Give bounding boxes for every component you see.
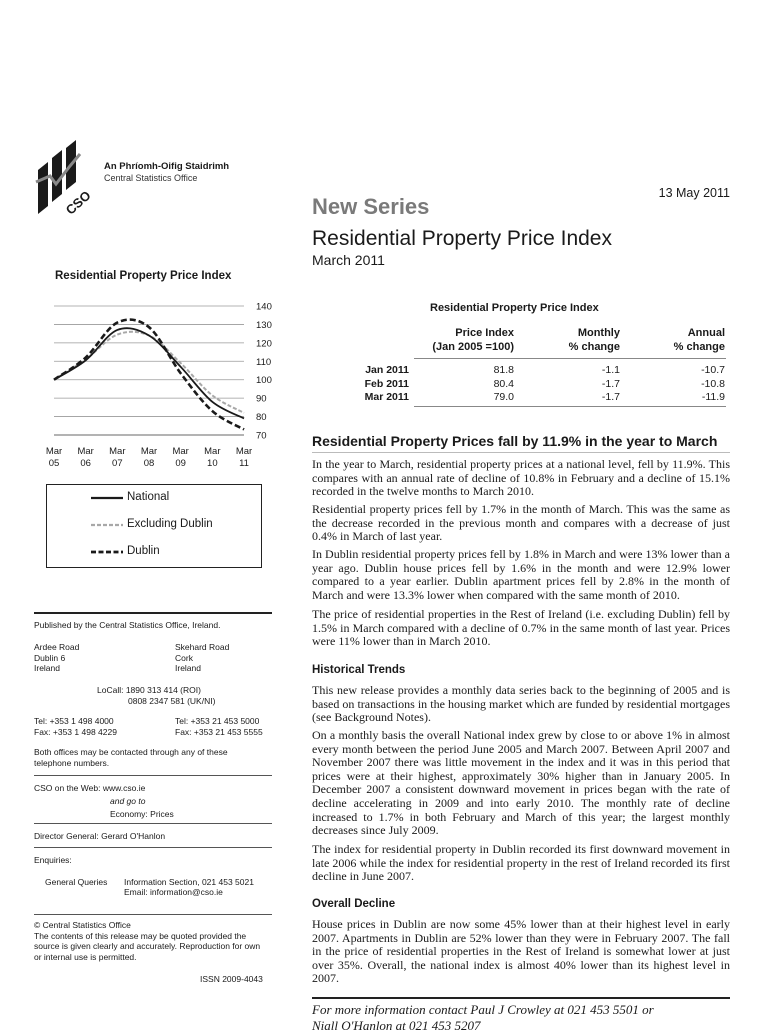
headline: Residential Property Prices fall by 11.9% in the year to March [312, 433, 718, 449]
footer-rule [312, 997, 730, 999]
paragraph-national-trend: On a monthly basis the overall National index grew by close to or above 1% in almost every month between the period June 2005 and March 2007. Between April 2007 and November 2007 there was little movement in the index and it was in this period that prices were at their highest, approximately 30% higher than in January 2005. In December 2007 a consistent downward movement in prices began with the rate of decline accelerating in 2009 and into early 2010. The monthly rate of decline increased to 1.7% in both February and March of this year; the largest monthly decreases since July 2009. [312, 728, 730, 838]
fax-cork: Fax: +353 21 453 5555 [175, 727, 263, 737]
tel-cork: Tel: +353 21 453 5000 [175, 716, 260, 726]
divider [34, 612, 272, 614]
legend-item-excluding-dublin [47, 517, 261, 535]
legend-label: Excluding Dublin [127, 518, 213, 530]
series-label: New Series [312, 194, 430, 219]
paragraph-new-release: This new release provides a monthly data series back to the beginning of 2005 and is based on transactions in the housing market which are funded by residential mortgages (see Background Notes). [312, 683, 730, 725]
col-header-monthly: Monthly % change [568, 327, 620, 353]
y-tick-label: 70 [256, 430, 267, 442]
chart-legend [46, 484, 262, 568]
locall-uk: 0808 2347 581 (UK/NI) [128, 696, 216, 706]
general-queries-label: General Queries [45, 877, 108, 887]
address-cork: Skehard Road Cork Ireland [175, 642, 230, 673]
heading-historical-trends: Historical Trends [312, 664, 406, 676]
divider [34, 823, 272, 824]
director-general: Director General: Gerard O'Hanlon [34, 831, 166, 841]
paragraph-annual: In the year to March, residential property prices at a national level, fell by 11.9%. This compares with an annual rate of decline of 10.8% in February and a decline of 15.1% recorded in the twelve months to March 2010. [312, 457, 730, 499]
divider [34, 914, 272, 915]
y-tick-label: 90 [256, 393, 267, 405]
x-tick-label: 06 [80, 458, 91, 469]
x-tick-label: 07 [112, 458, 123, 469]
legend-label: National [127, 491, 170, 503]
y-tick-label: 80 [256, 412, 267, 424]
y-tick-label: 130 [256, 319, 272, 331]
address-dublin: Ardee Road Dublin 6 Ireland [34, 642, 80, 673]
published-by: Published by the Central Statistics Office, Ireland. [34, 620, 221, 630]
issn: ISSN 2009-4043 [200, 974, 263, 984]
cso-logo [34, 136, 98, 218]
economy-path: Economy: Prices [110, 809, 174, 819]
paragraph-dublin: In Dublin residential property prices fell by 1.8% in March and were 13% lower than a year ago. Dublin house prices fell by 1.6% in the month and were 12.9% lower compared to a year earlier. Dublin apartment prices fell by 2.8% in the month of March and were 13.3% lower when compared with the same month of 2010. [312, 547, 730, 602]
legend-label: Dublin [127, 545, 160, 557]
divider [34, 847, 272, 848]
copyright-notice: © Central Statistics Office The contents of this release may be quoted provided the source is given clearly and accurately. Reproduction for own or internal use is permitted. [34, 920, 261, 962]
goto-text: and go to [110, 796, 146, 806]
series-line-excluding-dublin [54, 332, 244, 413]
x-tick-label: Mar [235, 446, 253, 457]
org-name-irish: An Phríomh-Oifig Staidrimh [104, 161, 230, 172]
web-link[interactable]: CSO on the Web: www.cso.ie [34, 783, 146, 793]
contact-note: Both offices may be contacted through any of these telephone numbers. [34, 747, 228, 768]
info-email[interactable]: Email: information@cso.ie [124, 887, 223, 897]
tel-dublin: Tel: +353 1 498 4000 [34, 716, 114, 726]
release-date: 13 May 2011 [658, 186, 730, 200]
logo-text: CSO [62, 187, 94, 218]
col-header-price-index: Price Index (Jan 2005 =100) [432, 327, 514, 353]
paragraph-overall-decline: House prices in Dublin are now some 45% lower than at their highest level in early 2007. Apartments in Dublin are 52% lower than they were in February 2007. The fall in the price of residential properties in the Rest of Ireland is somewhat lower at just over 35%. Overall, the national index is almost 40% lower than its highest level in 2007. [312, 917, 730, 986]
table-title: Residential Property Price Index [430, 302, 599, 314]
locall-roi: LoCall: 1890 313 414 (ROI) [97, 685, 201, 695]
price-index-chart [34, 296, 274, 476]
x-tick-label: Mar [140, 446, 158, 457]
paragraph-first-decline: The index for residential property in Dublin recorded its first downward movement in late 2006 while the index for residential property in the rest of Ireland recorded its first decline in June 2007. [312, 842, 730, 884]
y-tick-label: 140 [256, 301, 272, 313]
y-tick-label: 100 [256, 375, 272, 387]
x-tick-label: 09 [175, 458, 186, 469]
heading-overall-decline: Overall Decline [312, 898, 396, 910]
x-tick-label: Mar [172, 446, 189, 457]
y-tick-label: 110 [256, 356, 272, 368]
x-tick-label: 11 [239, 458, 249, 469]
series-line-national [54, 328, 244, 418]
page-subtitle: March 2011 [312, 252, 385, 268]
page-title: Residential Property Price Index [312, 227, 612, 250]
y-tick-label: 120 [256, 338, 272, 350]
paragraph-monthly: Residential property prices fell by 1.7% in the month of March. This was the same as the decrease recorded in the previous month and compares with a decrease of just 0.4% in March of last year. [312, 502, 730, 544]
org-name-english: Central Statistics Office [104, 173, 198, 183]
table-divider [414, 406, 726, 407]
x-tick-label: 10 [207, 458, 218, 469]
footer-contact: For more information contact Paul J Crowley at 021 453 5501 or Niall O'Hanlon at 021 453 5207 [312, 1002, 654, 1033]
chart-title: Residential Property Price Index [55, 270, 232, 282]
x-tick-label: 08 [143, 458, 155, 469]
x-tick-label: Mar [109, 446, 126, 457]
col-header-annual: Annual % change [673, 327, 725, 353]
x-tick-label: Mar [45, 446, 63, 457]
headline-rule [312, 452, 730, 453]
table-divider [414, 358, 726, 359]
paragraph-rest-of-ireland: The price of residential properties in the Rest of Ireland (i.e. excluding Dublin) fell by 1.5% in March compared with a decline of 0.7% in the same month of last year. Prices were 11% lower than in March 2010. [312, 607, 730, 649]
info-section-phone: Information Section, 021 453 5021 [124, 877, 254, 887]
x-tick-label: Mar [77, 446, 94, 457]
legend-item-national [47, 490, 261, 508]
x-tick-label: 05 [48, 458, 60, 469]
x-tick-label: Mar [204, 446, 221, 457]
enquiries-label: Enquiries: [34, 855, 72, 865]
legend-item-dublin [47, 544, 261, 562]
divider [34, 775, 272, 776]
fax-dublin: Fax: +353 1 498 4229 [34, 727, 117, 737]
